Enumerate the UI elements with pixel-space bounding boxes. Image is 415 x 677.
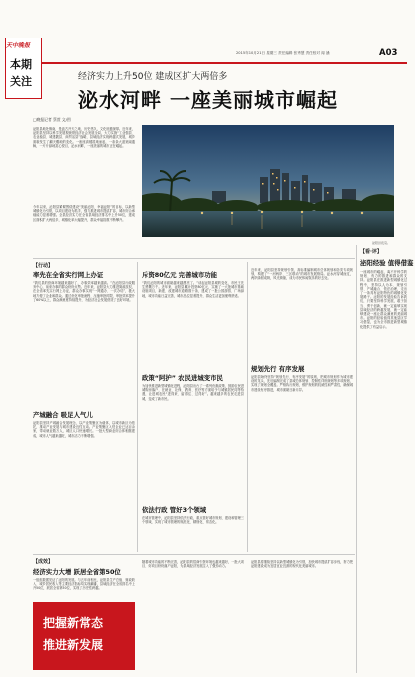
section-sub-body-law: 在城市管理中，泌阳县坚持依法行政，重点管好城市规划、建设和管理三个领域，实现了城市管理的规范化、精细化、常态化。 [142, 516, 244, 525]
lead-body-b: 今年以来，泌阳县紧紧围绕建设“美丽泌阳、幸福泌阳”的目标，以新型城镇化为引领，以项目建设为抓手，强力推进城市提质扩容，城市综合承载能力显著增强。全县经济实力在全省县域经济排名中上升50位，建成区面积扩大两倍多，城镇化率大幅提升，群众幸福指数不断攀升。 [33, 205, 135, 222]
section-sub-policy: 政策“阿护” 农民进城变市民 [142, 374, 223, 382]
section-sub-body-industry-city: 泌阳县坚持产城融合发展理念，以产业集聚区为载体，以城市新区为依托，推动产业发展与城市建设良性互动。产业集聚区入驻企业已达百余家，带动就业数万人，城区人口快速增长。一批大型商业综合体相继建成，城市人气越来越旺，城市活力不断增强。 [33, 421, 135, 438]
section-head-invest: 斥资80亿元 完善城市功能 [142, 271, 218, 279]
section-head-experience: 泌阳经验 值得借鉴 [360, 259, 414, 267]
divider-lead [33, 258, 355, 259]
banner-line2: 推进新发展 [43, 638, 104, 652]
section-sub-industry-city: 产城融合 吸足人气儿 [33, 411, 93, 419]
masthead-red-rule [42, 62, 407, 64]
lead-body-a: 泌阳县地处豫南，是盘古开天之地，历史悠久，文化底蕴深厚。近年来，泌阳县坚持以科学发展观统领经济社会发展全局，大力实施“工业强县、农业稳县、城建靓县、商贸活县”战略，县域经济实现跨越式发展，城乡面貌发生了翻天覆地的变化。一座座高楼拔地而起，一条条大道宽阔通畅，一片片绿地赏心悦目，泌水河畔，一座美丽的城市正在崛起。 [33, 127, 135, 148]
section-tag-results: 【成效】 [33, 559, 54, 565]
section-sub-law: 依法行政 管好3个领域 [142, 506, 207, 514]
divider-col2 [247, 262, 248, 552]
section-body-results: 一组组数据见证了泌阳的发展。与五年前相比，泌阳县生产总值、财政收入、城乡居民收入等主要经济指标均实现翻番，县域经济在全省排名中上升50位，跃居全省第50位，实现了历史性跨越。 [33, 578, 135, 591]
new-normal-banner [33, 602, 135, 670]
divider-col1 [137, 262, 138, 552]
section-tag-review: 【看·评】 [360, 249, 382, 255]
page-number: A03 [379, 48, 398, 58]
section-body-river: 近年来，泌阳县坚持规划引领，高标准编制城市总体规划和各类专项规划，构建了“一河两岸、三区联动”的城市发展格局。泌水河穿城而过，两岸绿树成荫，风光旖旎，成为市民休闲娱乐的好去处。 [251, 268, 353, 281]
divider-right-col [356, 245, 357, 673]
section-tag-action: 【行动】 [33, 263, 54, 269]
paper-logo: 天中晚报 [6, 42, 31, 49]
section-body-future: 泌阳县将继续坚持以新型城镇化为引领，加快城市提质扩容步伐，努力把泌阳建设成为宜居宜业宜游的现代化美丽城市。 [251, 560, 353, 569]
city-night-photo [142, 125, 394, 237]
section-head-online-license: 率先在全省实行网上办证 [33, 271, 104, 279]
section-body-experience: 一座城市的崛起，离不开科学的规划、有力的推进和群众的支持。泌阳县在推进新型城镇化过程中，坚持以人为本、规划引领、产城融合、依法治理，走出了一条具有泌阳特色的城镇化发展路子。泌阳的发展经验告诉我们，只要坚持科学发展，敢于担当、勇于创新，就一定能够实现县域经济的跨越发展，就一定能够建设一座让群众满意的美丽城市。泌阳的经验值得其他县区学习借鉴，也为全市推进新型城镇化提供了有益启示。 [360, 270, 407, 329]
column-title-line2: 关注 [10, 75, 32, 88]
divider-bottom [33, 554, 355, 555]
column-title-line1: 本期 [10, 58, 32, 71]
section-body-invest: “我们泌阳的城市面貌越来越漂亮了。”谈起泌阳县城的变化，市民王先生感慨万千。近年来，泌阳县累计投资80亿元，实施了一大批城市基础设施项目，新建、改建城市道路数十条，建成了一批公园游园、广场绿地，城市功能日益完善，城市品位显著提升，群众生活更加便利舒适。 [142, 281, 244, 298]
section-head-results: 经济实力大增 跃居全省第50位 [33, 568, 121, 576]
section-body-projects: 随着城市功能的不断完善，泌阳县的招商引资环境也越来越好，一批大项目、好项目纷纷落户泌阳，为县域经济发展注入了强劲动力。 [142, 560, 244, 569]
section-sub-body-policy: 为加快推进新型城镇化进程，泌阳县出台了一系列优惠政策，鼓励农民进城购房落户，在就业、社保、教育、医疗等方面给予与城镇居民同等待遇，让进城农民“进得来、留得住、过得好”。越来越多的农民走进县城，变成了新市民。 [142, 384, 244, 401]
lead-headline: 泌水河畔 一座美丽城市崛起 [78, 88, 338, 112]
section-body-online-license: “我们县的营商环境越来越好了，办事效率越来越高。”在泌阳县行政服务中心，前来办事的群众纷纷点赞。近年来，泌阳县大力推进简政放权，在全省率先实行网上办证，群众办事实现“一网通办、一次办结”，极大地方便了企业和群众。通过优化审批流程、压缩审批时限，审批效率提升了60%以上，群众满意度持续提升，为经济社会发展营造了良好环境。 [33, 281, 135, 302]
photo-caption: 泌阳县夜景。 [372, 241, 391, 245]
lead-byline: □晚报记者 蔡萱 文/图 [33, 117, 71, 122]
section-sub-body-planning: 泌阳县始终坚持“规划先行、有序发展”的原则，把城市规划作为城市建设的龙头，先后编制完成了县城总体规划、控制性详细规划等多项规划，实现了规划全覆盖。严格执行规划，维护规划的权威性和严肃性，确保城市建设有序推进，城市面貌日新月异。 [251, 375, 353, 392]
section-sub-planning: 规划先行 有序发展 [251, 365, 305, 373]
date-line: 2015年10月21日 星期三 责任编辑 张秀慧 责任校对 闻 涵 [236, 51, 330, 55]
banner-line1: 把握新常态 [43, 616, 104, 630]
lead-kicker: 经济实力上升50位 建成区扩大两倍多 [78, 72, 228, 82]
